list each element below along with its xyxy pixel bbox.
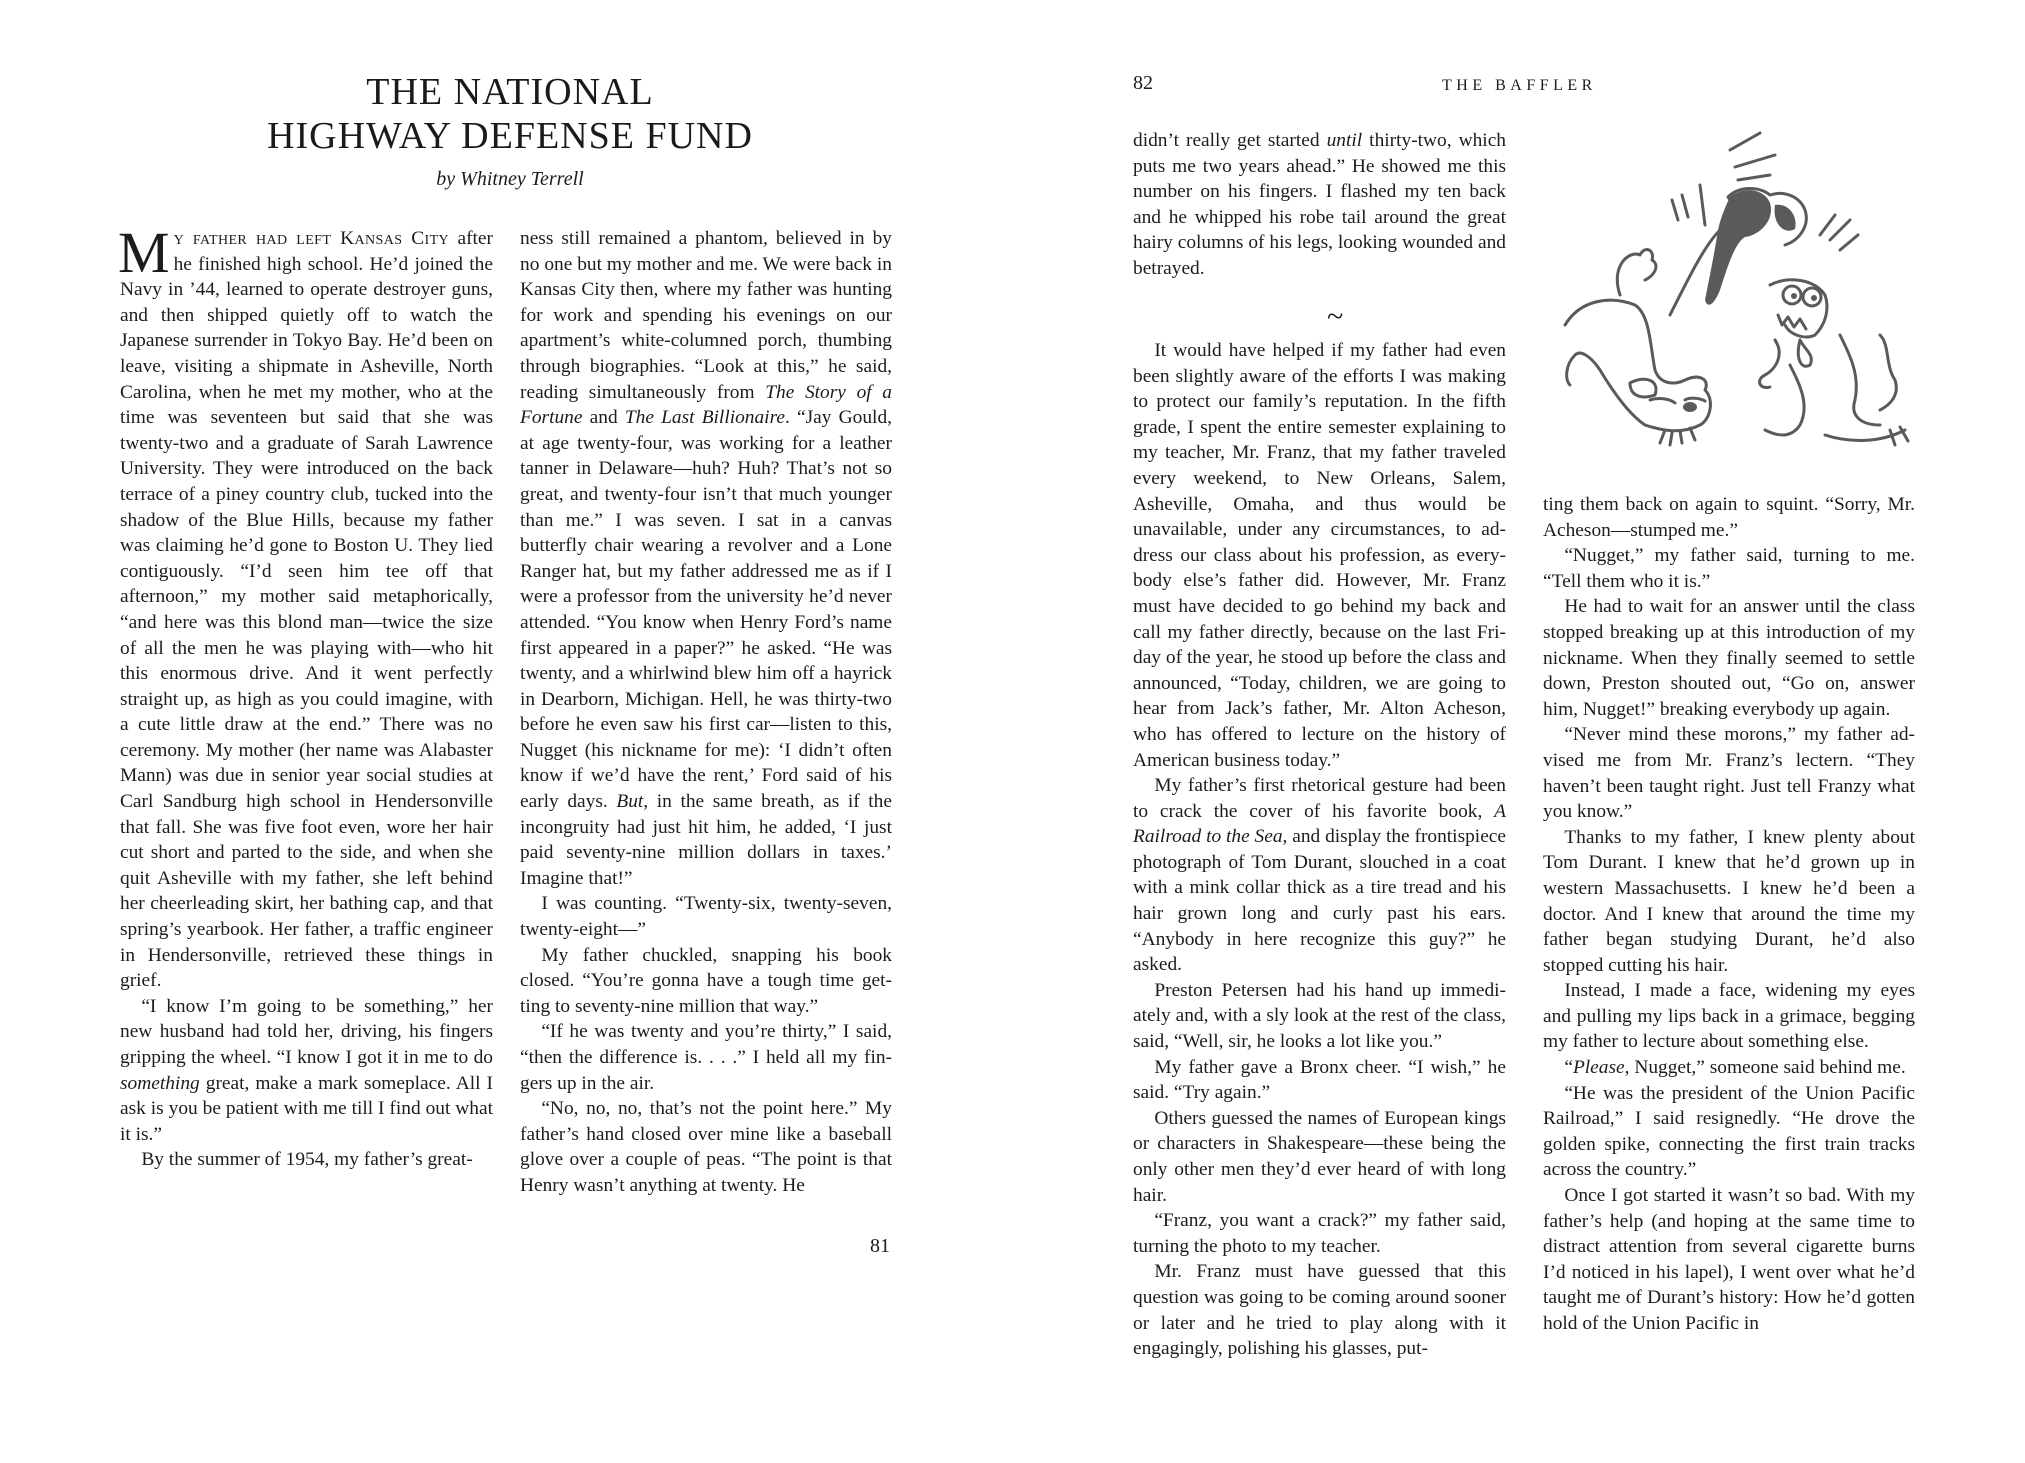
paragraph: “If he was twenty and you’re thirty,” I said, “then the difference is. . . .” I held all my fingers up in the air. bbox=[520, 1021, 892, 1094]
paragraph: Instead, I made a face, widening my eyes and pulling my lips back in a grimace, begging my father to lecture about something else. bbox=[1543, 980, 1915, 1053]
paragraph: Thanks to my father, I knew plenty about Tom Durant. I knew that he’d grown up in western Massachusetts. I knew he’d been a doctor. And I knew that around the time my father began studying Durant, he’d also stopped cutting his hair. bbox=[1543, 826, 1915, 976]
paragraph-text: didn’t really get started bbox=[1133, 130, 1327, 151]
paragraph-text: , and display the frontispiece photograph of Tom Durant, slouched in a coat with a mink collar thick as a tire tread and his hair grown long and curly past his ears. “Anybody in here recognize this guy?” he asked. bbox=[1133, 826, 1507, 976]
paragraph-text: ness still remained a phantom, believed in by no one but my mother and me. We were back in Kansas City then, where my father was hunting for work and spending his evenings on our apartment’s white-columned porch, thumbing through biographies. “Look at this,” he said, reading simultaneously from bbox=[520, 228, 892, 403]
emphasis: something bbox=[120, 1072, 200, 1094]
article-title-line-2: HIGHWAY DEFENSE FUND bbox=[267, 115, 753, 157]
paragraph bbox=[118, 220, 493, 994]
paragraph: Others guessed the names of European kings or characters in Shakespeare—these being the only other men they’d ever heard of with long hair. bbox=[1133, 1107, 1506, 1206]
paragraph-text: , Nugget,” someone said behind me. bbox=[1624, 1057, 1906, 1079]
paragraph-text: . “Jay Gould, at age twenty-four, was working for a leather tanner in Delaware—huh? Huh? That’s not so great, and twenty-four isn’t that much younger than me.” I was seven. I sat in a canvas butterfly chair wearing a revolver and a Lone Ranger hat, but my father addressed me as if I were a professor from the university he’d never attended. “You know when Henry Ford’s name first appeared in a paper?” he asked. “He was twenty, and a whirlwind blew him off a hayrick in Dearborn, Michigan. Hell, he was thirty-two before he even saw his first car—listen to this, Nugget (his nickname for me): ‘I didn’t often know if we’d have the rent,’ Ford said of his early days. bbox=[520, 407, 892, 813]
section-break-ornament: ~ bbox=[1327, 300, 1344, 333]
article-title-line-1: THE NATIONAL bbox=[366, 71, 654, 113]
emphasis: Please bbox=[1572, 1057, 1625, 1079]
left-page-column-2 bbox=[520, 226, 892, 1199]
paragraph bbox=[1133, 773, 1506, 978]
emphasis: But bbox=[616, 791, 644, 813]
paragraph-text: after he finished high school. He’d joined the Navy in ’44, learned to operate destroyer guns, and then shipped quietly off to watch the Japanese surrender in Tokyo Bay. He’d been on leave, visiting a shipmate in Asheville, North Carolina, when he met my mother, who at the time was seventeen but said that she was twenty-two and a graduate of Sarah Lawrence University. They were introduced on the back terrace of a piney country club, tucked into the shadow of the Blue Hills, because my father was claiming he’d gone to Boston U. They lied contiguously. “I’d seen him tee off that afternoon,” my mother said metaphorically, “and here was this blond man—twice the size of all the men he was playing with—who hit this enormous drive. And it went perfectly straight up, as high as you could imagine, with a cute little draw at the end.” There was no ceremony. My mother (her name was Alabaster Mann) was due in senior year social studies at Carl Sandburg high school in Hendersonville that fall. She was five foot even, wore her hair cut short and parted to the side, and when she quit Asheville with my father, she left behind her cheerleading skirt, her bathing cap, and that spring’s yearbook. Her father, a traffic engineer in Hendersonville, retrieved these things in grief. bbox=[120, 228, 493, 992]
paragraph: He had to wait for an answer until the class stopped breaking up at this introduction of my nickname. When they finally seemed to settle down, Preston shouted out, “Go on, answer him, Nugget!” breaking everybody up again. bbox=[1543, 596, 1915, 720]
paragraph bbox=[120, 994, 493, 1148]
paragraph-text: My father’s first rhetorical gesture had been to crack the cover of his favorite book, bbox=[1133, 775, 1506, 822]
article-title bbox=[200, 70, 820, 158]
paragraph: Once I got started it wasn’t so bad. With my father’s help (and hoping at the same time to distract attention from several cigarette burns I’d noticed in his lapel), I went over what he’d taught me of Durant’s history: How he’d gotten hold of the Union Pacific in bbox=[1543, 1185, 1915, 1334]
paragraph-text: great, make a mark someplace. All I ask is you be patient with me till I find out what it is.” bbox=[120, 1072, 493, 1145]
paragraph: ting them back on again to squint. “Sorry, Mr. Acheson—stumped me.” bbox=[1543, 494, 1915, 541]
paragraph: “No, no, no, that’s not the point here.” My father’s hand closed over mine like a baseball glove over a couple of peas. “The point is that Henry wasn’t anything at twenty. He bbox=[520, 1098, 892, 1196]
paragraph: “He was the president of the Union Pacific Railroad,” I said resignedly. “He drove the golden spike, connecting the first train tracks across the country.” bbox=[1543, 1082, 1915, 1181]
right-page-column-1 bbox=[1133, 338, 1506, 1362]
right-page-column-1-top bbox=[1133, 128, 1506, 282]
paragraph: “Never mind these morons,” my father advised me from Mr. Franz’s lectern. “They haven’t been taught right. Just tell Franzy what you know.” bbox=[1543, 724, 1915, 823]
paragraph-text: “ bbox=[1564, 1057, 1573, 1079]
paragraph: My father chuckled, snapping his book closed. “You’re gonna have a tough time getting to seventy-nine million that way.” bbox=[520, 944, 892, 1017]
paragraph-text: , in the same breath, as if the incongruity had just hit him, he added, ‘I just paid seventy-nine million dollars in taxes.’ Imagine that!” bbox=[520, 791, 892, 889]
paragraph: My father gave a Bronx cheer. “I wish,” he said. “Try again.” bbox=[1133, 1056, 1506, 1104]
page-number: 81 bbox=[870, 1235, 890, 1257]
page-number: 82 bbox=[1133, 72, 1153, 94]
byline: by Whitney Terrell bbox=[436, 168, 584, 190]
paragraph bbox=[520, 226, 892, 891]
paragraph: Mr. Franz must have guessed that this question was going to be coming around sooner or later and he tried to play along with it engagingly, polishing his glasses, put- bbox=[1133, 1261, 1506, 1360]
left-page-column-1 bbox=[118, 220, 493, 1173]
dog-tail-icon bbox=[1617, 250, 1656, 295]
running-head: THE BAFFLER bbox=[1442, 77, 1597, 94]
dog-fight-illustration bbox=[1560, 125, 1950, 470]
paragraph: I was counting. “Twenty-six, twenty-seven, twenty-eight—” bbox=[520, 893, 892, 941]
paragraph: “Franz, you want a crack?” my father said, turning the photo to my teacher. bbox=[1133, 1210, 1506, 1257]
book-title: A Railroad to the Sea bbox=[1133, 800, 1506, 848]
right-page-column-2 bbox=[1543, 492, 1915, 1337]
paragraph: It would have helped if my father had even been slightly aware of the efforts I was making to protect our family’s reputation. In the fifth grade, I spent the entire semester explaining to my teacher, Mr. Franz, that my father traveled every weekend, to New Orleans, Salem, Asheville, Omaha, and thus would be unavailable, under any circumstances, to address our class about his profession, as everybody else’s father did. However, Mr. Franz must have decided to go behind my back and call my father directly, because on the last Friday of the year, he stood up before the class and announced, “Today, children, we are going to hear from Jack’s father, Mr. Alton Acheson, who has offered to lecture on the history of American business today.” bbox=[1133, 340, 1506, 771]
paragraph-text: and bbox=[582, 407, 625, 429]
paragraph: “Nugget,” my father said, turning to me. “Tell them who it is.” bbox=[1543, 545, 1915, 592]
book-title: The Story of a Fortune bbox=[520, 381, 893, 429]
paragraph bbox=[1133, 128, 1506, 282]
lead-in-small-caps: y father had left Kansas City bbox=[173, 228, 450, 249]
paragraph-text: “I know I’m going to be something,” her new husband had told her, driving, his fingers gripping the wheel. “I know I got it in me to do bbox=[120, 995, 493, 1068]
paragraph: Preston Petersen had his hand up immediately and, with a sly look at the rest of the class, said, “Well, sir, he looks a lot like you.” bbox=[1133, 979, 1506, 1053]
paragraph: By the summer of 1954, my father’s great- bbox=[141, 1149, 473, 1171]
emphasis: until bbox=[1326, 130, 1363, 151]
paragraph bbox=[1543, 1055, 1915, 1081]
motion-lines-icon bbox=[1730, 133, 1775, 180]
fur-fill bbox=[1705, 190, 1771, 305]
paragraph-text: thirty-two, which puts me two years ahead.” He showed me this number on his fingers. I flashed my ten back and he whipped his robe tail around the great hairy columns of his legs, looking wounded and betrayed. bbox=[1133, 130, 1506, 279]
book-title: The Last Billionaire bbox=[624, 407, 785, 429]
drop-cap: M bbox=[118, 220, 170, 285]
